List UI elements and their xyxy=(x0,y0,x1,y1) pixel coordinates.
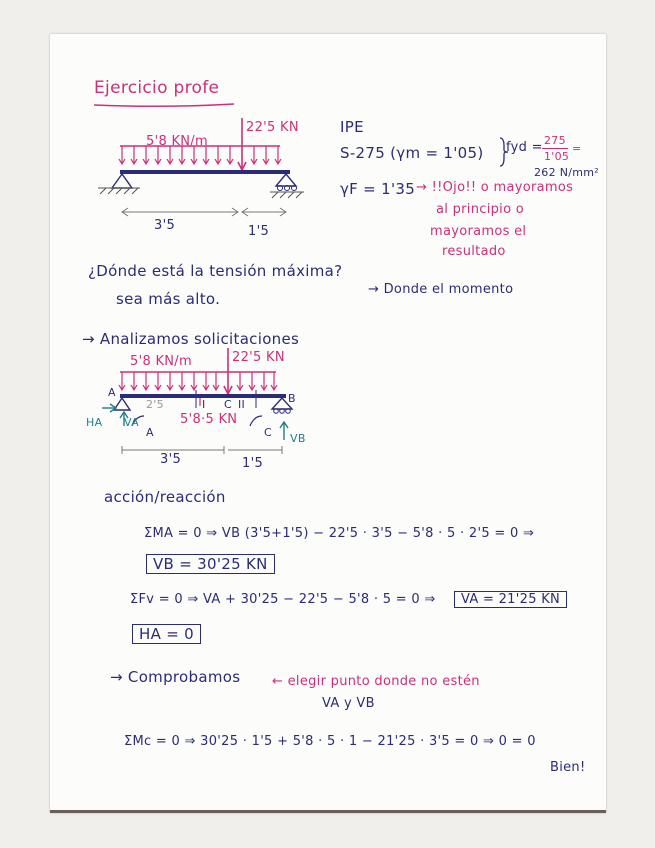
beam1-span-right: 1'5 xyxy=(248,224,270,239)
result-VB: VB = 30'25 KN xyxy=(146,554,275,574)
fyd-label: fyd = xyxy=(506,140,543,155)
beam1-span-left: 3'5 xyxy=(154,218,176,233)
reaction-HA: HA xyxy=(86,416,103,429)
fyd-equals: = xyxy=(572,142,582,155)
moment-A: A xyxy=(146,426,154,439)
beam2-section-I: I xyxy=(202,398,206,411)
check-equation: ΣMc = 0 ⇒ 30'25 · 1'5 + 5'8 · 5 · 1 − 21'25 · 3'5 = 0 ⇒ 0 = 0 xyxy=(124,734,536,749)
beam2-section-II: II xyxy=(238,398,246,411)
beam1-point-load-label: 22'5 KN xyxy=(246,120,299,135)
fyd-numerator: 275 xyxy=(544,134,566,147)
check-heading: → Comprobamos xyxy=(110,668,241,686)
equilibrium-heading: acción/reacción xyxy=(104,488,226,506)
result-VA: VA = 21'25 KN xyxy=(454,591,567,608)
gamma-f: γF = 1'35 xyxy=(340,180,416,198)
ipe-note-line-2: al principio o xyxy=(436,202,525,217)
beam2-span-left: 3'5 xyxy=(160,452,182,467)
ipe-note-line-1: → !!Ojo!! o mayoramos xyxy=(416,180,574,195)
beam2-dist-load-label: 5'8 KN/m xyxy=(130,354,192,369)
ipe-label: IPE xyxy=(340,118,364,136)
moment-C: C xyxy=(264,426,272,439)
beam2-label-B: B xyxy=(288,392,296,405)
beam2-section-C: C xyxy=(224,398,232,411)
reaction-VB: VB xyxy=(290,432,306,445)
fyd-result: 262 N/mm² xyxy=(534,166,599,179)
notebook-page xyxy=(50,34,606,813)
result-HA: HA = 0 xyxy=(132,624,201,644)
fyd-fraction-bar xyxy=(542,148,568,149)
question-line-2: sea más alto. xyxy=(116,290,221,308)
beam2-span-right: 1'5 xyxy=(242,456,264,471)
question-answer: → Donde el momento xyxy=(368,282,514,297)
fyd-denominator: 1'05 xyxy=(544,150,570,163)
analysis-title: → Analizamos solicitaciones xyxy=(82,330,300,348)
equation-moment-A: ΣMA = 0 ⇒ VB (3'5+1'5) − 22'5 · 3'5 − 5'8 · 5 · 2'5 = 0 ⇒ xyxy=(144,526,535,541)
reaction-VA: VA xyxy=(124,416,139,429)
beam2-resultant: 5'8·5 KN xyxy=(180,412,238,427)
ipe-note-line-4: resultado xyxy=(442,244,506,259)
ipe-profile: S-275 (γm = 1'05) xyxy=(340,144,484,162)
beam2-point-load-label: 22'5 KN xyxy=(232,350,285,365)
page-title: Ejercicio profe xyxy=(94,78,220,98)
beam1-dist-load-label: 5'8 KN/m xyxy=(146,134,208,149)
ipe-note-line-3: mayoramos el xyxy=(430,224,527,239)
check-ok: Bien! xyxy=(550,760,586,775)
equation-vertical-forces: ΣFv = 0 ⇒ VA + 30'25 − 22'5 − 5'8 · 5 = 0 ⇒ xyxy=(130,592,436,607)
check-note-line-1: ← elegir punto donde no estén xyxy=(272,674,480,689)
beam2-tick-25: 2'5 xyxy=(146,398,164,411)
beam2-label-A: A xyxy=(108,386,116,399)
check-note-line-2: VA y VB xyxy=(322,696,375,711)
title-underline xyxy=(94,102,234,108)
question-line-1: ¿Dónde está la tensión máxima? xyxy=(88,262,343,280)
